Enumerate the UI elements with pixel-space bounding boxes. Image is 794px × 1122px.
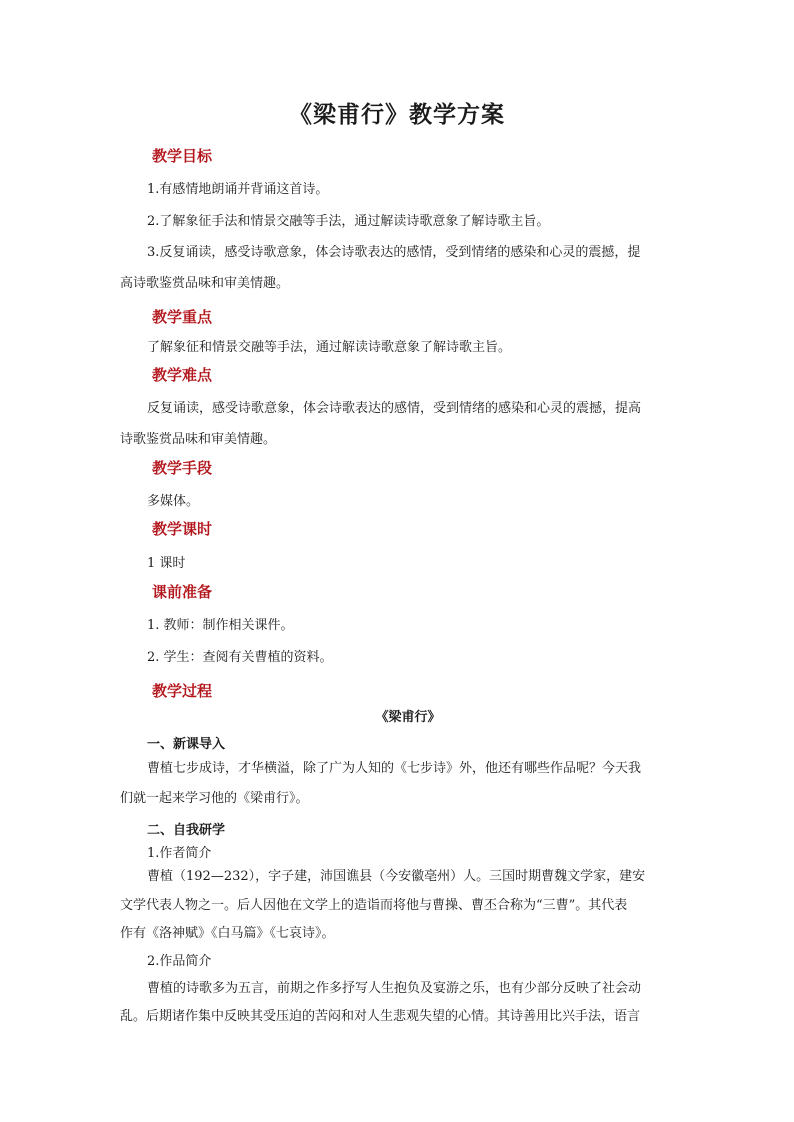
key-points-heading: 教学重点 [152,308,213,326]
goals-heading: 教学目标 [152,147,213,165]
hours-text: 1 课时 [147,556,186,571]
section-2-title: 二、自我研学 [147,823,226,838]
difficulties-line-2: 诗歌鉴赏品味和审美情趣。 [120,432,277,447]
goal-item-3-line-1: 3.反复诵读，感受诗歌意象，体会诗歌表达的感情，受到情绪的感染和心灵的震撼，提 [147,245,641,260]
section-1-title: 一、新课导入 [147,737,226,752]
key-points-text: 了解象征和情景交融等手法，通过解读诗歌意象了解诗歌主旨。 [147,340,512,355]
author-line-1: 曹植（192—232），字子建，沛国谯县（今安徽亳州）人。三国时期曹魏文学家，建安 [147,869,646,884]
work-heading: 2.作品简介 [147,954,212,969]
goal-item-1: 1.有感情地朗诵并背诵这首诗。 [147,182,329,197]
author-line-3: 作有《洛神赋》《白马篇》《七哀诗》。 [120,926,335,941]
hours-heading: 教学课时 [152,520,213,538]
goal-item-2: 2.了解象征手法和情景交融等手法，通过解读诗歌意象了解诗歌主旨。 [147,214,550,229]
author-line-2: 文学代表人物之一。后人因他在文学上的造诣而将他与曹操、曹丕合称为“三曹”。其代表 [120,898,628,913]
section-1-line-1: 曹植七步成诗，才华横溢，除了广为人知的《七步诗》外，他还有哪些作品呢？今天我 [147,761,642,776]
poem-title: 《梁甫行》 [375,710,441,725]
goal-item-3-line-2: 高诗歌鉴赏品味和审美情趣。 [120,276,290,291]
means-heading: 教学手段 [152,459,213,477]
prep-item-2: 2. 学生：查阅有关曹植的资料。 [147,650,333,665]
difficulties-heading: 教学难点 [152,366,213,384]
work-line-1: 曹植的诗歌多为五言，前期之作多抒写人生抱负及宴游之乐，也有少部分反映了社会动 [147,981,642,996]
work-line-2: 乱。后期诸作集中反映其受压迫的苦闷和对人生悲观失望的心情。其诗善用比兴手法，语言 [120,1009,641,1024]
section-1-line-2: 们就一起来学习他的《梁甫行》。 [120,791,309,806]
process-heading: 教学过程 [152,682,213,700]
prep-heading: 课前准备 [152,583,213,601]
difficulties-line-1: 反复诵读，感受诗歌意象，体会诗歌表达的感情，受到情绪的感染和心灵的震撼，提高 [147,401,642,416]
prep-item-1: 1. 教师：制作相关课件。 [147,618,294,633]
author-heading: 1.作者简介 [147,846,212,861]
means-text: 多媒体。 [147,494,200,509]
page-title: 《梁甫行》教学方案 [289,102,505,128]
